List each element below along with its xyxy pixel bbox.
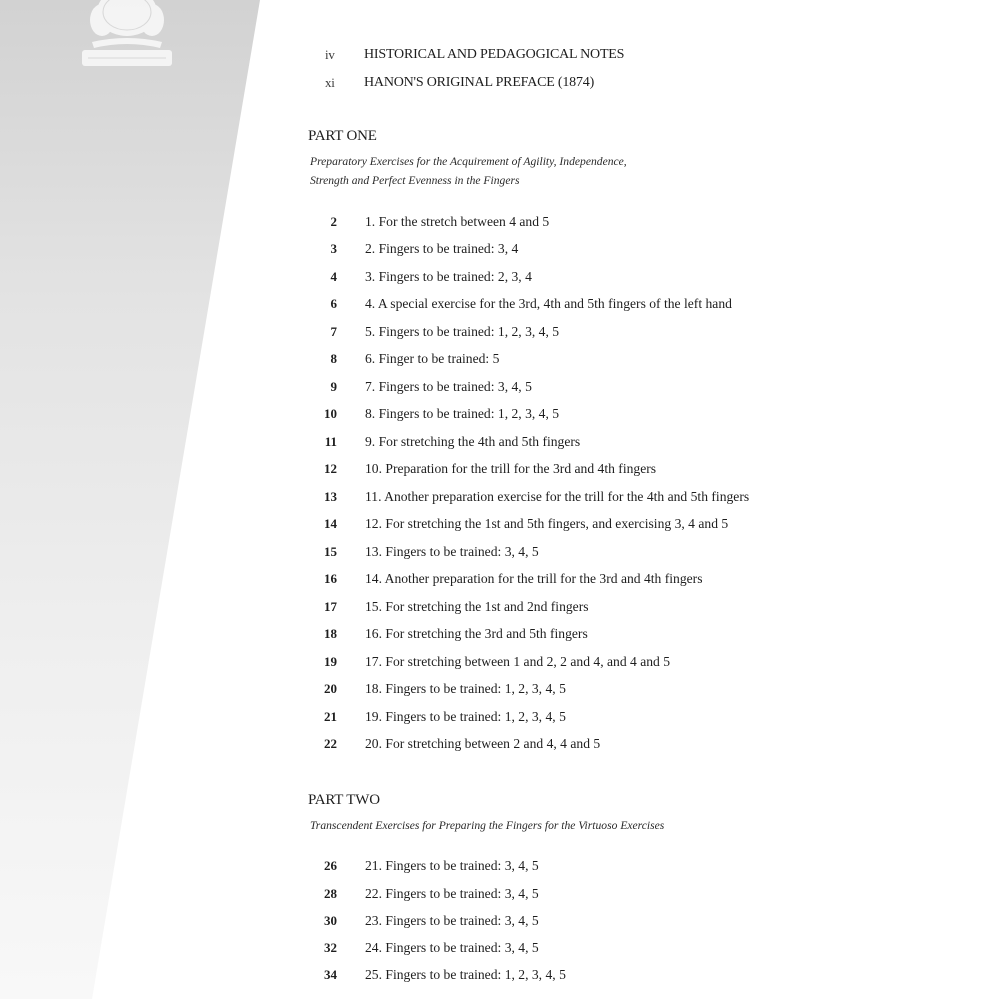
toc-entry[interactable] <box>0 458 900 480</box>
exercise-title: 18. Fingers to be trained: 1, 2, 3, 4, 5 <box>365 681 566 696</box>
page-number: 18 <box>324 626 337 641</box>
toc-entry[interactable] <box>0 678 900 700</box>
page-number: 7 <box>330 324 337 339</box>
page-number: 28 <box>324 886 337 901</box>
page-number: 10 <box>324 406 337 421</box>
exercise-title: 3. Fingers to be trained: 2, 3, 4 <box>365 269 532 284</box>
exercise-title: 13. Fingers to be trained: 3, 4, 5 <box>365 544 539 559</box>
exercise-title: 11. Another preparation exercise for the trill for the 4th and 5th fingers <box>365 489 750 504</box>
page-number: xi <box>325 75 335 90</box>
exercise-title: 17. For stretching between 1 and 2, 2 and 4, and 4 and 5 <box>365 654 671 669</box>
part-two-subtitle: Transcendent Exercises for Preparing the Fingers for the Virtuoso Exercises <box>310 819 665 832</box>
page-number: 20 <box>324 681 337 696</box>
part-two-heading: PART TWO <box>308 792 380 808</box>
toc-entry[interactable] <box>0 486 900 508</box>
part-one-subtitle-line-1: Preparatory Exercises for the Acquirement of Agility, Independence, <box>310 155 627 168</box>
toc-entry[interactable] <box>0 513 900 535</box>
toc-entry[interactable] <box>0 855 900 877</box>
exercise-title: 15. For stretching the 1st and 2nd fingers <box>365 599 589 614</box>
exercise-title: 7. Fingers to be trained: 3, 4, 5 <box>365 379 532 394</box>
toc-entry[interactable] <box>0 293 900 315</box>
page-number: 19 <box>324 654 337 669</box>
toc-entry[interactable] <box>0 348 900 370</box>
page-number: 26 <box>324 858 337 873</box>
toc-entry[interactable] <box>0 623 900 645</box>
toc-entry[interactable] <box>0 238 900 260</box>
page-number: 32 <box>324 940 337 955</box>
page-number: 2 <box>330 214 337 229</box>
page-number: 12 <box>324 461 337 476</box>
toc-entry[interactable] <box>0 596 900 618</box>
exercise-title: 25. Fingers to be trained: 1, 2, 3, 4, 5 <box>365 967 566 982</box>
page-number: 34 <box>324 967 337 982</box>
page-number: 21 <box>324 709 337 724</box>
toc-entry[interactable] <box>0 964 900 986</box>
exercise-title: 20. For stretching between 2 and 4, 4 and 5 <box>365 736 601 751</box>
toc-entry[interactable] <box>0 211 900 233</box>
section-title: HANON'S ORIGINAL PREFACE (1874) <box>364 75 595 90</box>
toc-entry[interactable] <box>0 883 900 905</box>
exercise-title: 21. Fingers to be trained: 3, 4, 5 <box>365 858 539 873</box>
toc-entry[interactable] <box>0 541 900 563</box>
toc-entry[interactable] <box>0 651 900 673</box>
page-number: iv <box>325 47 335 62</box>
exercise-title: 8. Fingers to be trained: 1, 2, 3, 4, 5 <box>365 406 560 421</box>
exercise-title: 24. Fingers to be trained: 3, 4, 5 <box>365 940 539 955</box>
toc-entry[interactable] <box>0 937 900 959</box>
section-title: HISTORICAL AND PEDAGOGICAL NOTES <box>364 47 625 62</box>
exercise-title: 5. Fingers to be trained: 1, 2, 3, 4, 5 <box>365 324 560 339</box>
toc-entry[interactable] <box>0 321 900 343</box>
toc-entry[interactable] <box>0 910 900 932</box>
part-one-heading: PART ONE <box>308 128 377 144</box>
exercise-title: 16. For stretching the 3rd and 5th fingers <box>365 626 588 641</box>
toc-entry[interactable] <box>0 266 900 288</box>
toc-entry[interactable] <box>0 706 900 728</box>
exercise-title: 19. Fingers to be trained: 1, 2, 3, 4, 5 <box>365 709 566 724</box>
part-one-subtitle-line-2: Strength and Perfect Evenness in the Fingers <box>310 174 520 187</box>
page-number: 30 <box>324 913 337 928</box>
exercise-title: 14. Another preparation for the trill for the 3rd and 4th fingers <box>365 571 703 586</box>
page-number: 3 <box>330 241 337 256</box>
toc-entry[interactable] <box>0 376 900 398</box>
page-number: 17 <box>324 599 337 614</box>
toc-entry[interactable] <box>0 431 900 453</box>
page-number: 13 <box>324 489 337 504</box>
exercise-title: 10. Preparation for the trill for the 3rd and 4th fingers <box>365 461 657 476</box>
exercise-title: 1. For the stretch between 4 and 5 <box>365 214 550 229</box>
page-number: 11 <box>324 434 337 449</box>
page-number: 22 <box>324 736 337 751</box>
exercise-title: 2. Fingers to be trained: 3, 4 <box>365 241 519 256</box>
toc-entry[interactable] <box>0 403 900 425</box>
exercise-title: 4. A special exercise for the 3rd, 4th and 5th fingers of the left hand <box>365 296 732 311</box>
page-number: 14 <box>324 516 337 531</box>
page-number: 9 <box>330 379 337 394</box>
page-number: 8 <box>330 351 337 366</box>
page-number: 16 <box>324 571 337 586</box>
exercise-title: 12. For stretching the 1st and 5th fingers, and exercising 3, 4 and 5 <box>365 516 729 531</box>
toc-entry[interactable] <box>0 568 900 590</box>
page-number: 15 <box>324 544 337 559</box>
page-number: 6 <box>330 296 337 311</box>
toc-entry[interactable] <box>0 733 900 755</box>
exercise-title: 23. Fingers to be trained: 3, 4, 5 <box>365 913 539 928</box>
exercise-title: 9. For stretching the 4th and 5th fingers <box>365 434 581 449</box>
exercise-title: 22. Fingers to be trained: 3, 4, 5 <box>365 886 539 901</box>
page-number: 4 <box>330 269 337 284</box>
exercise-title: 6. Finger to be trained: 5 <box>365 351 500 366</box>
